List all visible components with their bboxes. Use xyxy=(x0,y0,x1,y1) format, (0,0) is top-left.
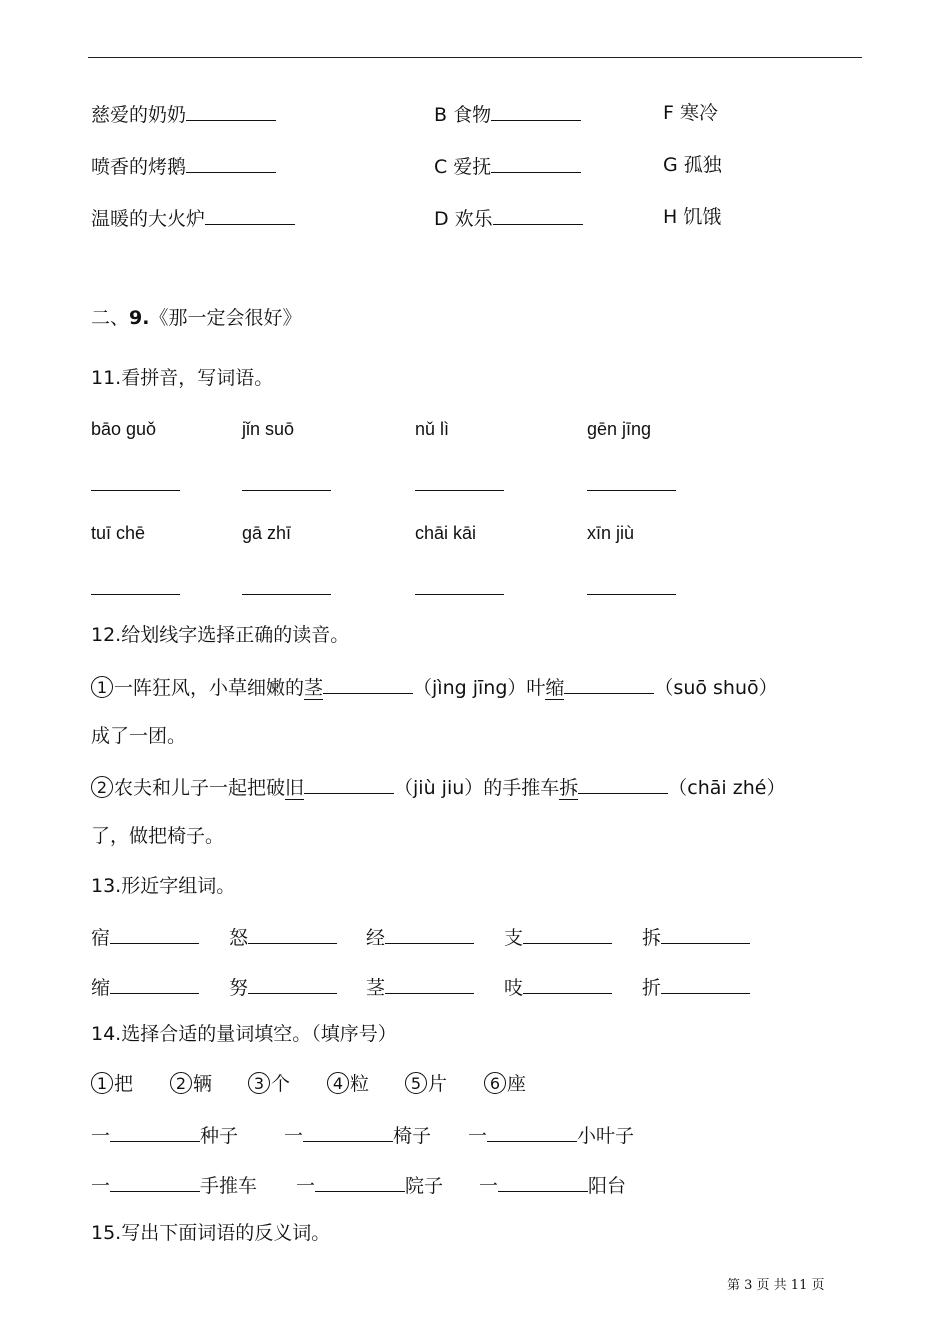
answer-blank[interactable] xyxy=(315,1171,405,1192)
circled-number: 2 xyxy=(170,1072,192,1094)
answer-blank[interactable] xyxy=(248,973,337,994)
circled-number: 1 xyxy=(91,676,113,698)
char-pair: 拆 xyxy=(642,923,750,951)
char-pair: 努 xyxy=(229,973,337,1001)
answer-blank[interactable] xyxy=(487,1121,577,1142)
match-right-3: H 饥饿 xyxy=(663,206,722,228)
answer-blank[interactable] xyxy=(587,594,676,595)
answer-blank[interactable] xyxy=(491,100,581,121)
circled-number: 4 xyxy=(327,1072,349,1094)
section-heading: 二、9.《那一定会很好》 xyxy=(91,307,302,329)
pinyin-item: gēn jīng xyxy=(587,419,652,439)
answer-blank[interactable] xyxy=(493,204,583,225)
pinyin-item: jǐn suō xyxy=(242,419,295,439)
circled-number: 1 xyxy=(91,1072,113,1094)
circled-number: 6 xyxy=(484,1072,506,1094)
measure-fill: 一 院子 xyxy=(296,1171,443,1199)
char-pair: 宿 xyxy=(91,923,199,951)
measure-option: 4 粒 xyxy=(327,1071,369,1097)
header-rule xyxy=(88,57,862,58)
circled-number: 3 xyxy=(248,1072,270,1094)
q12-item-1: 1 一阵狂风，小草细嫩的茎 （jìng jīng）叶缩 （suō shuō） xyxy=(91,673,778,701)
answer-blank[interactable] xyxy=(491,152,581,173)
answer-blank[interactable] xyxy=(110,1171,200,1192)
measure-option: 3 个 xyxy=(248,1071,290,1097)
measure-fill: 一 椅子 xyxy=(284,1121,431,1149)
answer-blank[interactable] xyxy=(303,1121,393,1142)
q11-title: 11.看拼音，写词语。 xyxy=(91,367,274,389)
measure-fill: 一 手推车 xyxy=(91,1171,257,1199)
char-pair: 茎 xyxy=(366,973,474,1001)
underlined-char: 茎 xyxy=(304,677,324,699)
underlined-char: 旧 xyxy=(285,777,305,799)
q12-item-2-cont: 了，做把椅子。 xyxy=(91,825,225,847)
answer-blank[interactable] xyxy=(498,1171,588,1192)
answer-blank[interactable] xyxy=(205,204,295,225)
answer-blank[interactable] xyxy=(661,973,750,994)
char-pair: 缩 xyxy=(91,973,199,1001)
pinyin-item: xīn jiù xyxy=(587,523,635,543)
answer-blank[interactable] xyxy=(110,973,199,994)
match-right-1: F 寒冷 xyxy=(663,102,718,124)
answer-blank[interactable] xyxy=(587,490,676,491)
pinyin-item: nǔ lì xyxy=(415,419,450,439)
measure-option: 2 辆 xyxy=(170,1071,212,1097)
char-pair: 经 xyxy=(366,923,474,951)
measure-fill: 一 小叶子 xyxy=(468,1121,634,1149)
answer-blank[interactable] xyxy=(186,152,276,173)
measure-fill: 一 阳台 xyxy=(479,1171,626,1199)
char-pair: 支 xyxy=(504,923,612,951)
measure-option: 5 片 xyxy=(405,1071,447,1097)
q13-title: 13.形近字组词。 xyxy=(91,875,236,897)
answer-blank[interactable] xyxy=(91,594,180,595)
pinyin-item: bāo guǒ xyxy=(91,419,157,439)
answer-blank[interactable] xyxy=(91,490,180,491)
match-left-3: 温暖的大火炉 xyxy=(91,204,295,232)
underlined-char: 缩 xyxy=(545,677,565,699)
char-pair: 怒 xyxy=(229,923,337,951)
match-left-1: 慈爱的奶奶 xyxy=(91,100,276,128)
answer-blank[interactable] xyxy=(304,773,394,794)
answer-blank[interactable] xyxy=(110,923,199,944)
char-pair: 吱 xyxy=(504,973,612,1001)
answer-blank[interactable] xyxy=(415,490,504,491)
measure-option: 6 座 xyxy=(484,1071,526,1097)
answer-blank[interactable] xyxy=(110,1121,200,1142)
pinyin-item: chāi kāi xyxy=(415,523,477,543)
q12-item-2: 2 农夫和儿子一起把破旧 （jiù jiu）的手推车拆 （chāi zhé） xyxy=(91,773,785,801)
measure-option: 1 把 xyxy=(91,1071,133,1097)
q12-title: 12.给划线字选择正确的读音。 xyxy=(91,624,350,646)
answer-blank[interactable] xyxy=(248,923,337,944)
answer-blank[interactable] xyxy=(186,100,276,121)
answer-blank[interactable] xyxy=(385,973,474,994)
answer-blank[interactable] xyxy=(415,594,504,595)
circled-number: 5 xyxy=(405,1072,427,1094)
answer-blank[interactable] xyxy=(523,973,612,994)
match-mid-2: C 爱抚 xyxy=(434,152,581,180)
circled-number: 2 xyxy=(91,776,113,798)
answer-blank[interactable] xyxy=(323,673,413,694)
underlined-char: 拆 xyxy=(559,777,579,799)
match-left-2: 喷香的烤鹅 xyxy=(91,152,276,180)
char-pair: 折 xyxy=(642,973,750,1001)
answer-blank[interactable] xyxy=(385,923,474,944)
pinyin-item: gā zhī xyxy=(242,523,292,543)
match-right-2: G 孤独 xyxy=(663,154,722,176)
answer-blank[interactable] xyxy=(661,923,750,944)
pinyin-item: tuī chē xyxy=(91,523,146,543)
q12-item-1-cont: 成了一团。 xyxy=(91,725,187,747)
answer-blank[interactable] xyxy=(523,923,612,944)
answer-blank[interactable] xyxy=(242,594,331,595)
measure-fill: 一 种子 xyxy=(91,1121,238,1149)
answer-blank[interactable] xyxy=(242,490,331,491)
match-mid-1: B 食物 xyxy=(434,100,581,128)
answer-blank[interactable] xyxy=(564,673,654,694)
q14-title: 14.选择合适的量词填空。（填序号） xyxy=(91,1023,397,1045)
page-footer: 第 3 页 共 11 页 xyxy=(727,1278,825,1293)
answer-blank[interactable] xyxy=(578,773,668,794)
q15-title: 15.写出下面词语的反义词。 xyxy=(91,1222,331,1244)
match-mid-3: D 欢乐 xyxy=(434,204,583,232)
